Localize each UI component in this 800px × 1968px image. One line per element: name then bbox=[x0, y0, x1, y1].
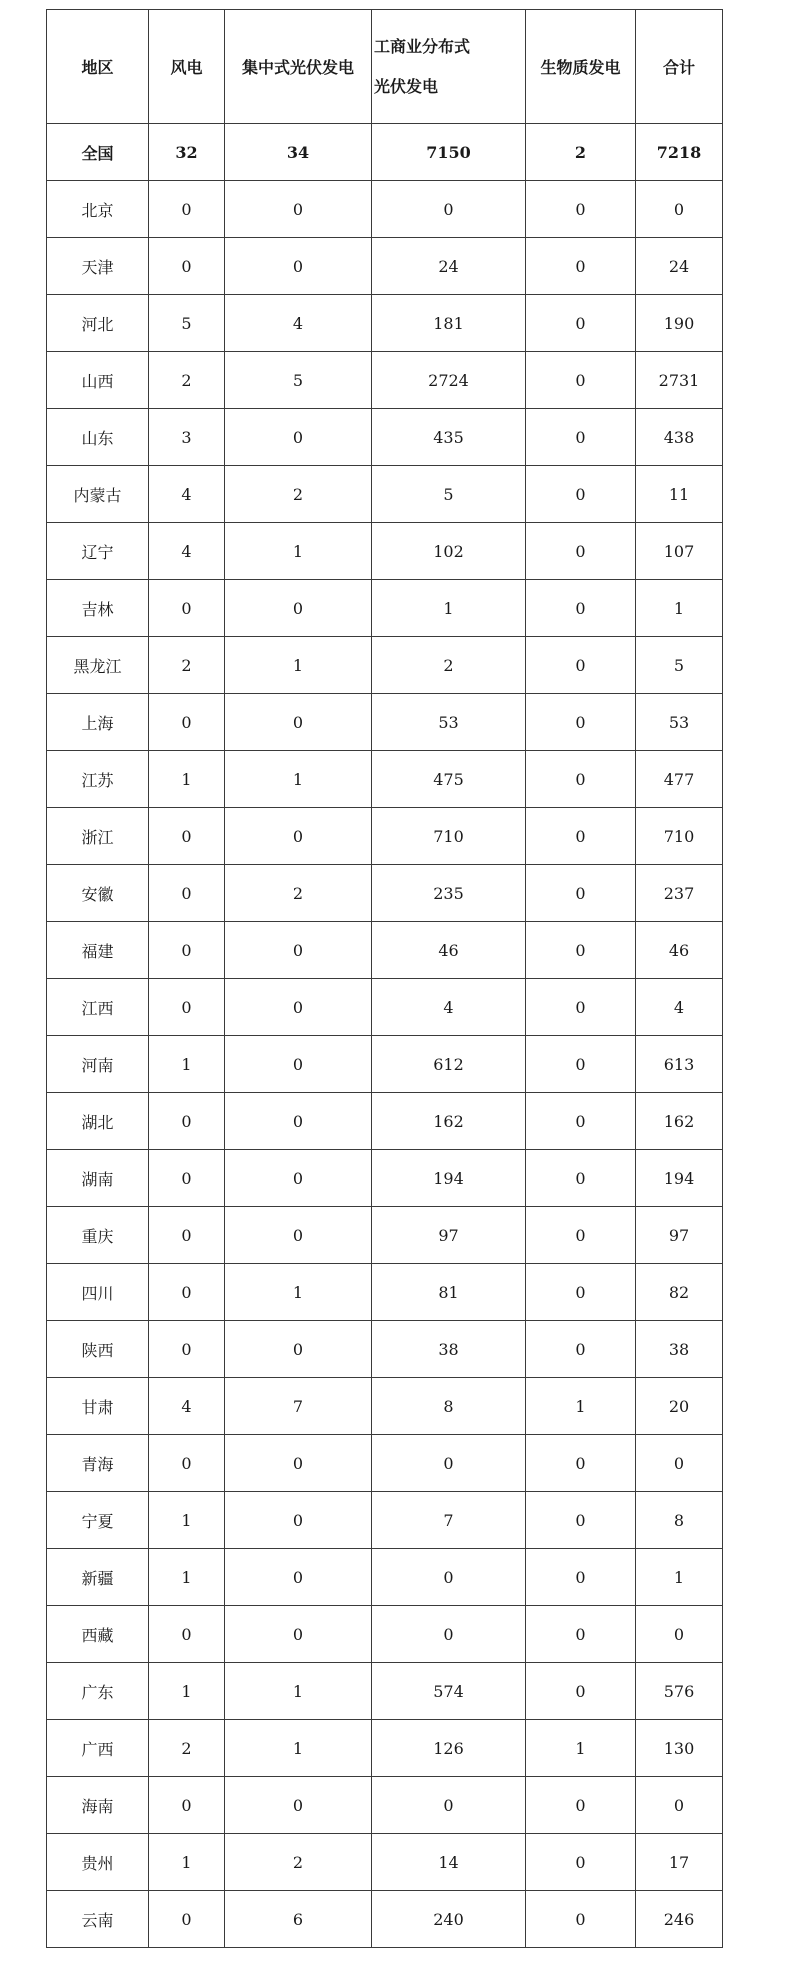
table-row bbox=[47, 238, 723, 295]
cell-centralized-pv: 7 bbox=[225, 1378, 372, 1435]
table-row bbox=[47, 808, 723, 865]
total-cell-region: 全国 bbox=[47, 124, 149, 181]
cell-wind: 1 bbox=[149, 1036, 225, 1093]
cell-centralized-pv: 5 bbox=[225, 352, 372, 409]
cell-total: 162 bbox=[636, 1093, 723, 1150]
cell-distributed-pv: 0 bbox=[372, 1777, 526, 1834]
table-row bbox=[47, 922, 723, 979]
cell-biomass: 0 bbox=[526, 295, 636, 352]
table-row bbox=[47, 1378, 723, 1435]
cell-distributed-pv: 235 bbox=[372, 865, 526, 922]
cell-distributed-pv: 0 bbox=[372, 1549, 526, 1606]
cell-distributed-pv: 574 bbox=[372, 1663, 526, 1720]
cell-centralized-pv: 0 bbox=[225, 1150, 372, 1207]
header-distributed-pv-line2: 光伏发电 bbox=[374, 76, 439, 96]
cell-distributed-pv: 710 bbox=[372, 808, 526, 865]
cell-distributed-pv: 5 bbox=[372, 466, 526, 523]
cell-biomass: 0 bbox=[526, 181, 636, 238]
cell-centralized-pv: 0 bbox=[225, 922, 372, 979]
cell-total: 82 bbox=[636, 1264, 723, 1321]
cell-biomass: 0 bbox=[526, 1435, 636, 1492]
table-row bbox=[47, 181, 723, 238]
cell-distributed-pv: 435 bbox=[372, 409, 526, 466]
cell-wind: 0 bbox=[149, 808, 225, 865]
cell-wind: 0 bbox=[149, 181, 225, 238]
table-row bbox=[47, 523, 723, 580]
cell-centralized-pv: 0 bbox=[225, 181, 372, 238]
table-row bbox=[47, 1093, 723, 1150]
cell-distributed-pv: 181 bbox=[372, 295, 526, 352]
cell-total: 38 bbox=[636, 1321, 723, 1378]
table-row bbox=[47, 1321, 723, 1378]
cell-region: 福建 bbox=[47, 922, 149, 979]
table-row bbox=[47, 1834, 723, 1891]
cell-centralized-pv: 0 bbox=[225, 1036, 372, 1093]
cell-distributed-pv: 38 bbox=[372, 1321, 526, 1378]
cell-wind: 1 bbox=[149, 1492, 225, 1549]
cell-biomass: 0 bbox=[526, 922, 636, 979]
cell-region: 陕西 bbox=[47, 1321, 149, 1378]
cell-region: 云南 bbox=[47, 1891, 149, 1948]
cell-total: 0 bbox=[636, 1777, 723, 1834]
cell-total: 190 bbox=[636, 295, 723, 352]
table-header-row bbox=[47, 10, 723, 124]
cell-wind: 0 bbox=[149, 694, 225, 751]
cell-centralized-pv: 0 bbox=[225, 694, 372, 751]
cell-centralized-pv: 2 bbox=[225, 466, 372, 523]
cell-centralized-pv: 0 bbox=[225, 808, 372, 865]
cell-total: 5 bbox=[636, 637, 723, 694]
cell-biomass: 0 bbox=[526, 466, 636, 523]
table-row bbox=[47, 1150, 723, 1207]
cell-wind: 4 bbox=[149, 1378, 225, 1435]
cell-distributed-pv: 0 bbox=[372, 1606, 526, 1663]
cell-biomass: 0 bbox=[526, 352, 636, 409]
cell-biomass: 1 bbox=[526, 1378, 636, 1435]
cell-region: 辽宁 bbox=[47, 523, 149, 580]
cell-total: 107 bbox=[636, 523, 723, 580]
cell-distributed-pv: 81 bbox=[372, 1264, 526, 1321]
cell-biomass: 0 bbox=[526, 1777, 636, 1834]
cell-biomass: 0 bbox=[526, 1549, 636, 1606]
cell-biomass: 0 bbox=[526, 1891, 636, 1948]
cell-wind: 3 bbox=[149, 409, 225, 466]
cell-total: 97 bbox=[636, 1207, 723, 1264]
cell-region: 吉林 bbox=[47, 580, 149, 637]
cell-biomass: 0 bbox=[526, 751, 636, 808]
table-row bbox=[47, 295, 723, 352]
table-row bbox=[47, 352, 723, 409]
cell-centralized-pv: 1 bbox=[225, 523, 372, 580]
cell-biomass: 0 bbox=[526, 1606, 636, 1663]
table-row bbox=[47, 1777, 723, 1834]
cell-total: 246 bbox=[636, 1891, 723, 1948]
cell-total: 576 bbox=[636, 1663, 723, 1720]
cell-region: 江西 bbox=[47, 979, 149, 1036]
cell-biomass: 0 bbox=[526, 637, 636, 694]
cell-wind: 0 bbox=[149, 1150, 225, 1207]
cell-region: 宁夏 bbox=[47, 1492, 149, 1549]
cell-biomass: 0 bbox=[526, 523, 636, 580]
cell-region: 广东 bbox=[47, 1663, 149, 1720]
cell-total: 53 bbox=[636, 694, 723, 751]
cell-wind: 5 bbox=[149, 295, 225, 352]
cell-wind: 0 bbox=[149, 1321, 225, 1378]
header-wind: 风电 bbox=[149, 10, 225, 124]
cell-region: 山西 bbox=[47, 352, 149, 409]
table-row bbox=[47, 865, 723, 922]
cell-biomass: 0 bbox=[526, 1093, 636, 1150]
cell-wind: 0 bbox=[149, 238, 225, 295]
cell-region: 山东 bbox=[47, 409, 149, 466]
cell-region: 新疆 bbox=[47, 1549, 149, 1606]
cell-region: 河北 bbox=[47, 295, 149, 352]
cell-centralized-pv: 6 bbox=[225, 1891, 372, 1948]
cell-biomass: 0 bbox=[526, 979, 636, 1036]
cell-centralized-pv: 4 bbox=[225, 295, 372, 352]
cell-wind: 0 bbox=[149, 1093, 225, 1150]
cell-distributed-pv: 1 bbox=[372, 580, 526, 637]
cell-biomass: 0 bbox=[526, 1036, 636, 1093]
cell-region: 青海 bbox=[47, 1435, 149, 1492]
total-cell-distributed-pv: 7150 bbox=[372, 124, 526, 181]
cell-total: 194 bbox=[636, 1150, 723, 1207]
cell-distributed-pv: 2 bbox=[372, 637, 526, 694]
table-row bbox=[47, 580, 723, 637]
cell-wind: 1 bbox=[149, 1834, 225, 1891]
header-biomass: 生物质发电 bbox=[526, 10, 636, 124]
cell-biomass: 0 bbox=[526, 1264, 636, 1321]
cell-region: 浙江 bbox=[47, 808, 149, 865]
cell-centralized-pv: 1 bbox=[225, 751, 372, 808]
cell-total: 11 bbox=[636, 466, 723, 523]
cell-region: 天津 bbox=[47, 238, 149, 295]
table-row bbox=[47, 637, 723, 694]
cell-total: 438 bbox=[636, 409, 723, 466]
cell-wind: 0 bbox=[149, 1606, 225, 1663]
cell-wind: 2 bbox=[149, 1720, 225, 1777]
cell-wind: 1 bbox=[149, 751, 225, 808]
cell-biomass: 0 bbox=[526, 1834, 636, 1891]
cell-distributed-pv: 7 bbox=[372, 1492, 526, 1549]
header-distributed-pv-line1: 工商业分布式 bbox=[374, 36, 471, 56]
cell-wind: 2 bbox=[149, 637, 225, 694]
cell-centralized-pv: 0 bbox=[225, 1492, 372, 1549]
cell-total: 46 bbox=[636, 922, 723, 979]
cell-wind: 1 bbox=[149, 1549, 225, 1606]
cell-total: 4 bbox=[636, 979, 723, 1036]
cell-biomass: 1 bbox=[526, 1720, 636, 1777]
cell-centralized-pv: 1 bbox=[225, 1264, 372, 1321]
table-row bbox=[47, 1492, 723, 1549]
cell-wind: 2 bbox=[149, 352, 225, 409]
cell-distributed-pv: 102 bbox=[372, 523, 526, 580]
national-total-row bbox=[47, 124, 723, 181]
cell-biomass: 0 bbox=[526, 808, 636, 865]
cell-total: 130 bbox=[636, 1720, 723, 1777]
table-row bbox=[47, 1264, 723, 1321]
header-centralized-pv: 集中式光伏发电 bbox=[225, 10, 372, 124]
table-row bbox=[47, 1549, 723, 1606]
cell-wind: 1 bbox=[149, 1663, 225, 1720]
cell-biomass: 0 bbox=[526, 1663, 636, 1720]
cell-biomass: 0 bbox=[526, 580, 636, 637]
cell-region: 湖南 bbox=[47, 1150, 149, 1207]
cell-biomass: 0 bbox=[526, 238, 636, 295]
cell-wind: 0 bbox=[149, 1891, 225, 1948]
cell-region: 湖北 bbox=[47, 1093, 149, 1150]
cell-region: 海南 bbox=[47, 1777, 149, 1834]
cell-wind: 0 bbox=[149, 1264, 225, 1321]
cell-centralized-pv: 0 bbox=[225, 979, 372, 1036]
cell-region: 黑龙江 bbox=[47, 637, 149, 694]
cell-total: 0 bbox=[636, 1435, 723, 1492]
data-table bbox=[46, 9, 723, 1948]
table-row bbox=[47, 1663, 723, 1720]
cell-region: 西藏 bbox=[47, 1606, 149, 1663]
cell-region: 四川 bbox=[47, 1264, 149, 1321]
cell-biomass: 0 bbox=[526, 694, 636, 751]
cell-centralized-pv: 0 bbox=[225, 1207, 372, 1264]
cell-total: 8 bbox=[636, 1492, 723, 1549]
cell-total: 710 bbox=[636, 808, 723, 865]
data-table-container bbox=[46, 9, 722, 1948]
cell-centralized-pv: 0 bbox=[225, 1777, 372, 1834]
cell-region: 河南 bbox=[47, 1036, 149, 1093]
cell-wind: 4 bbox=[149, 466, 225, 523]
header-total: 合计 bbox=[636, 10, 723, 124]
table-row bbox=[47, 1606, 723, 1663]
cell-centralized-pv: 0 bbox=[225, 1549, 372, 1606]
cell-distributed-pv: 194 bbox=[372, 1150, 526, 1207]
table-row bbox=[47, 1036, 723, 1093]
cell-biomass: 0 bbox=[526, 1150, 636, 1207]
cell-centralized-pv: 0 bbox=[225, 1321, 372, 1378]
cell-region: 重庆 bbox=[47, 1207, 149, 1264]
cell-wind: 0 bbox=[149, 922, 225, 979]
cell-biomass: 0 bbox=[526, 409, 636, 466]
table-row bbox=[47, 694, 723, 751]
cell-distributed-pv: 2724 bbox=[372, 352, 526, 409]
cell-distributed-pv: 4 bbox=[372, 979, 526, 1036]
cell-total: 477 bbox=[636, 751, 723, 808]
cell-total: 1 bbox=[636, 580, 723, 637]
cell-distributed-pv: 0 bbox=[372, 1435, 526, 1492]
cell-centralized-pv: 0 bbox=[225, 1093, 372, 1150]
table-row bbox=[47, 1720, 723, 1777]
cell-centralized-pv: 0 bbox=[225, 238, 372, 295]
cell-total: 613 bbox=[636, 1036, 723, 1093]
cell-distributed-pv: 475 bbox=[372, 751, 526, 808]
total-cell-biomass: 2 bbox=[526, 124, 636, 181]
cell-distributed-pv: 53 bbox=[372, 694, 526, 751]
cell-wind: 0 bbox=[149, 865, 225, 922]
cell-centralized-pv: 1 bbox=[225, 637, 372, 694]
total-cell-wind: 32 bbox=[149, 124, 225, 181]
cell-centralized-pv: 2 bbox=[225, 865, 372, 922]
total-cell-centralized-pv: 34 bbox=[225, 124, 372, 181]
cell-biomass: 0 bbox=[526, 1492, 636, 1549]
header-distributed-pv bbox=[372, 10, 526, 124]
cell-region: 甘肃 bbox=[47, 1378, 149, 1435]
cell-biomass: 0 bbox=[526, 865, 636, 922]
cell-wind: 0 bbox=[149, 1777, 225, 1834]
cell-wind: 0 bbox=[149, 580, 225, 637]
table-row bbox=[47, 1435, 723, 1492]
cell-wind: 0 bbox=[149, 1207, 225, 1264]
cell-total: 17 bbox=[636, 1834, 723, 1891]
cell-centralized-pv: 0 bbox=[225, 409, 372, 466]
table-row bbox=[47, 751, 723, 808]
table-row bbox=[47, 466, 723, 523]
cell-centralized-pv: 0 bbox=[225, 1435, 372, 1492]
cell-distributed-pv: 162 bbox=[372, 1093, 526, 1150]
cell-wind: 0 bbox=[149, 979, 225, 1036]
cell-distributed-pv: 24 bbox=[372, 238, 526, 295]
cell-total: 2731 bbox=[636, 352, 723, 409]
cell-distributed-pv: 46 bbox=[372, 922, 526, 979]
cell-centralized-pv: 1 bbox=[225, 1663, 372, 1720]
cell-centralized-pv: 0 bbox=[225, 580, 372, 637]
cell-total: 24 bbox=[636, 238, 723, 295]
cell-distributed-pv: 0 bbox=[372, 181, 526, 238]
cell-region: 内蒙古 bbox=[47, 466, 149, 523]
cell-wind: 0 bbox=[149, 1435, 225, 1492]
cell-total: 0 bbox=[636, 181, 723, 238]
table-row bbox=[47, 1207, 723, 1264]
cell-centralized-pv: 1 bbox=[225, 1720, 372, 1777]
cell-region: 北京 bbox=[47, 181, 149, 238]
cell-biomass: 0 bbox=[526, 1207, 636, 1264]
cell-distributed-pv: 240 bbox=[372, 1891, 526, 1948]
table-row bbox=[47, 979, 723, 1036]
cell-centralized-pv: 2 bbox=[225, 1834, 372, 1891]
cell-distributed-pv: 126 bbox=[372, 1720, 526, 1777]
header-region: 地区 bbox=[47, 10, 149, 124]
cell-total: 20 bbox=[636, 1378, 723, 1435]
cell-total: 1 bbox=[636, 1549, 723, 1606]
cell-region: 安徽 bbox=[47, 865, 149, 922]
cell-distributed-pv: 14 bbox=[372, 1834, 526, 1891]
cell-distributed-pv: 8 bbox=[372, 1378, 526, 1435]
cell-region: 广西 bbox=[47, 1720, 149, 1777]
cell-region: 江苏 bbox=[47, 751, 149, 808]
total-cell-total: 7218 bbox=[636, 124, 723, 181]
cell-total: 237 bbox=[636, 865, 723, 922]
cell-region: 贵州 bbox=[47, 1834, 149, 1891]
table-row bbox=[47, 409, 723, 466]
table-row bbox=[47, 1891, 723, 1948]
cell-wind: 4 bbox=[149, 523, 225, 580]
cell-total: 0 bbox=[636, 1606, 723, 1663]
cell-biomass: 0 bbox=[526, 1321, 636, 1378]
cell-centralized-pv: 0 bbox=[225, 1606, 372, 1663]
cell-distributed-pv: 612 bbox=[372, 1036, 526, 1093]
cell-distributed-pv: 97 bbox=[372, 1207, 526, 1264]
cell-region: 上海 bbox=[47, 694, 149, 751]
